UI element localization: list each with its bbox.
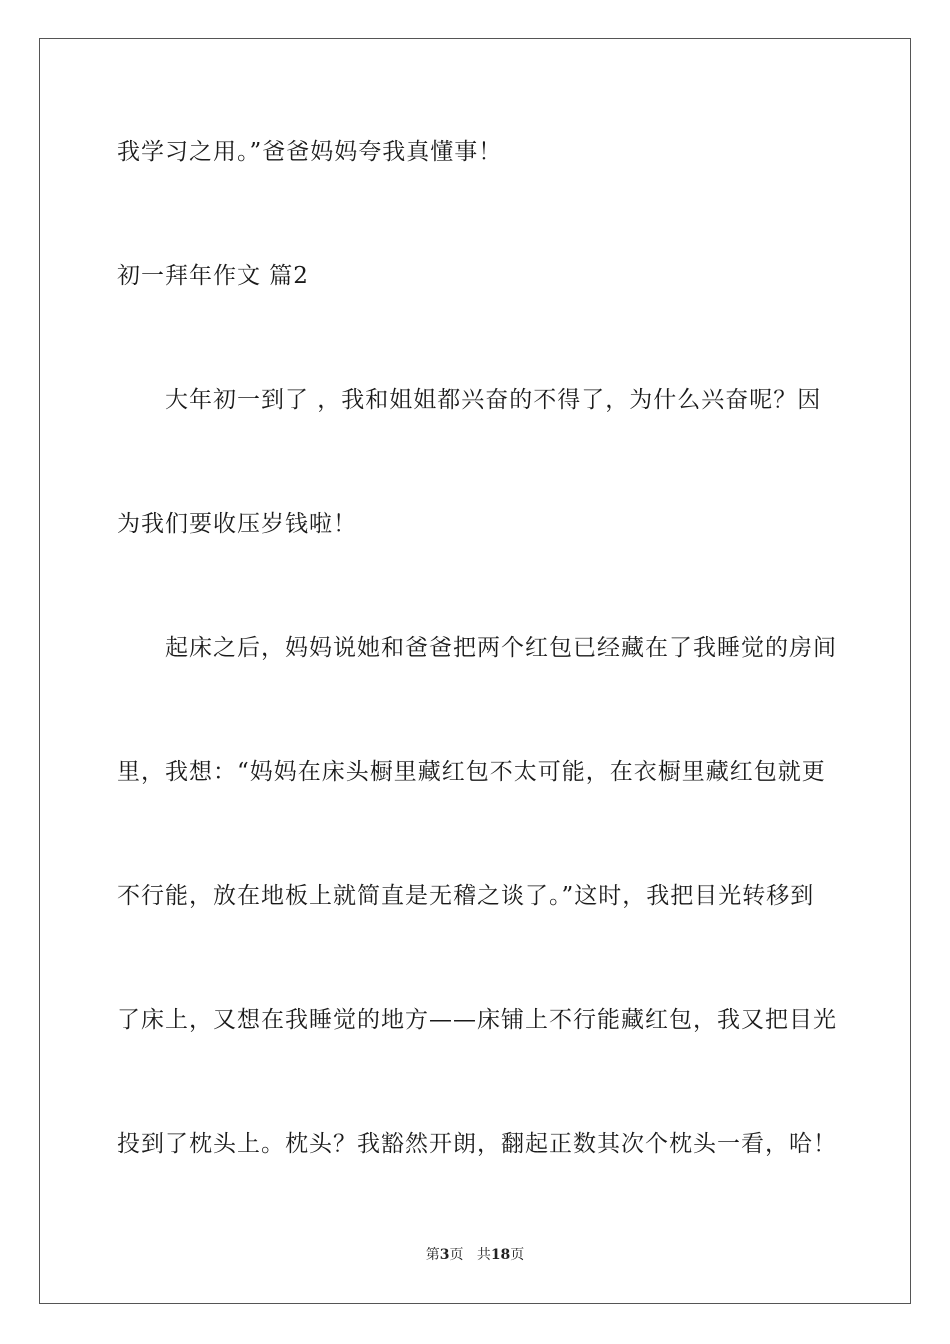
page-frame	[39, 38, 911, 1304]
text-line-4: 起床之后，妈妈说她和爸爸把两个红包已经藏在了我睡觉的房间	[165, 635, 837, 661]
text-line-6: 不行能，放在地板上就简直是无稽之谈了。”这时，我把目光转移到	[117, 883, 815, 909]
text-line-7: 了床上，又想在我睡觉的地方——床铺上不行能藏红包，我又把目光	[117, 1007, 837, 1033]
footer-prefix: 第	[425, 1247, 440, 1263]
section-heading: 初一拜年作文 篇2	[117, 263, 309, 289]
footer-total-suffix: 页	[510, 1247, 525, 1263]
current-page-number: 3	[439, 1247, 450, 1263]
page-footer	[0, 1246, 950, 1264]
total-pages-number: 18	[490, 1247, 511, 1263]
text-line-3: 为我们要收压岁钱啦！	[117, 511, 357, 537]
footer-total-prefix: 共	[476, 1247, 491, 1263]
text-line-2: 大年初一到了 ，我和姐姐都兴奋的不得了，为什么兴奋呢？因	[165, 387, 822, 413]
footer-page-suffix: 页	[449, 1247, 464, 1263]
text-line-1: 我学习之用。”爸爸妈妈夸我真懂事！	[117, 139, 503, 165]
text-line-8: 投到了枕头上。枕头？我豁然开朗，翻起正数其次个枕头一看，哈！	[117, 1131, 837, 1157]
text-line-5: 里，我想：“妈妈在床头橱里藏红包不太可能，在衣橱里藏红包就更	[117, 759, 826, 785]
